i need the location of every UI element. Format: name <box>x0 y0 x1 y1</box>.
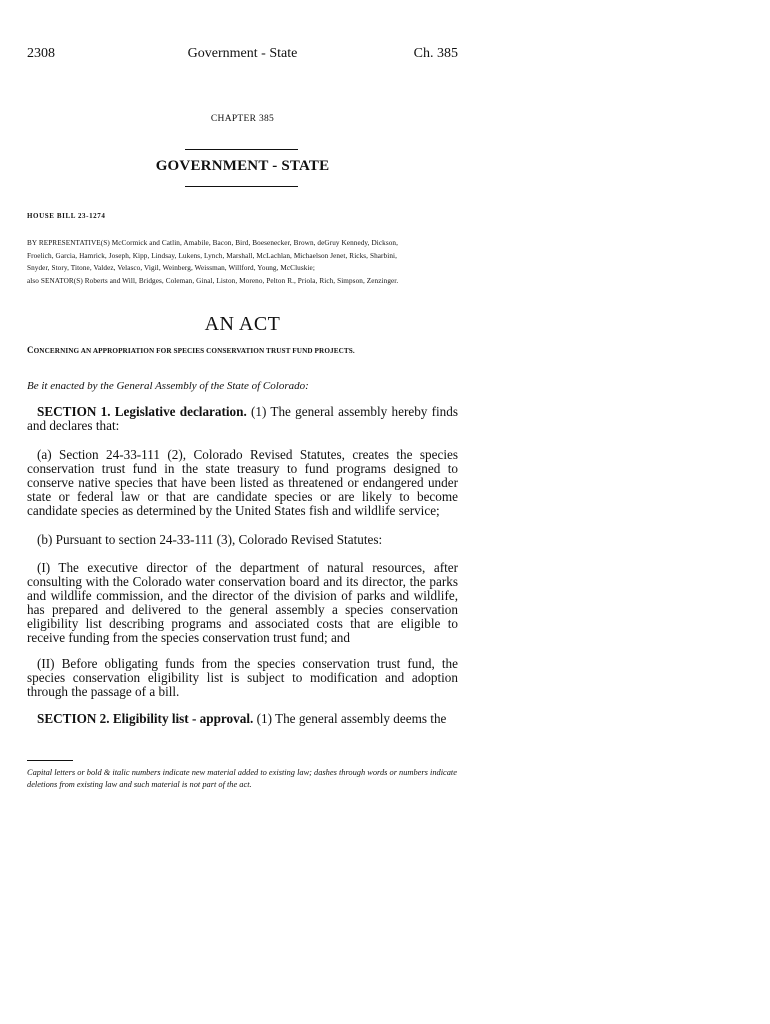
chapter-reference: Ch. 385 <box>413 46 458 61</box>
sponsor-line: Froelich, Garcia, Hamrick, Joseph, Kipp, Lindsay, Lukens, Lynch, Marshall, McLachlan, Michaelson Jenet, Ricks, Sharbini, <box>27 251 398 260</box>
running-header <box>27 46 458 64</box>
running-title: Government - State <box>187 46 298 61</box>
page-number: 2308 <box>27 46 55 61</box>
paragraph-b: (b) Pursuant to section 24-33-111 (3), Colorado Revised Statutes: <box>37 532 383 547</box>
act-heading: AN ACT <box>204 313 281 335</box>
act-subject-text: ONCERNING AN APPROPRIATION FOR SPECIES CONSERVATION TRUST FUND PROJECTS. <box>33 347 355 355</box>
sponsor-list <box>27 237 458 287</box>
bill-number: HOUSE BILL 23-1274 <box>27 212 106 220</box>
subparagraph-II: (II) Before obligating funds from the species conservation trust fund, the species conservation eligibility list is subject to modification and adoption through the passage of a bill. <box>27 656 458 699</box>
footnote-rule <box>27 760 73 761</box>
footnote: Capital letters or bold & italic numbers indicate new material added to existing law; dashes through words or numbers indicate deletions from existing law and such material is not part of the act. <box>27 768 457 789</box>
section-1-text: (1) The general assembly hereby finds and declares that: <box>27 404 458 433</box>
section-2-paragraph <box>27 712 458 726</box>
sponsor-line: Snyder, Story, Titone, Valdez, Velasco, Vigil, Weinberg, Weissman, Willford, Young, McCluskie; <box>27 264 315 273</box>
act-subject <box>27 345 355 355</box>
paragraph-a: (a) Section 24-33-111 (2), Colorado Revised Statutes, creates the species conservation trust fund in the state treasury to fund programs designed to conserve native species that have been listed as threatened or endangered under state or federal law or that are candidate species or are likely to become candidate species as determined by the United States fish and wildlife service; <box>27 447 458 518</box>
sponsor-line: also SENATOR(S) Roberts and Will, Bridges, Coleman, Ginal, Liston, Moreno, Pelton R., Priola, Rich, Simpson, Zenzinger. <box>27 276 399 285</box>
act-subject-initial: C <box>27 345 34 355</box>
sponsor-line: BY REPRESENTATIVE(S) McCormick and Catlin, Amabile, Bacon, Bird, Boesenecker, Brown, deGruy Kennedy, Dickson, <box>27 239 399 247</box>
subparagraph-I: (I) The executive director of the department of natural resources, after consulting with the Colorado water conservation board and its director, the parks and wildlife commission, and the director of the division of parks and wildlife, has prepared and delivered to the general assembly a species conservation eligibility list describing programs and associated costs that are eligible to receive funding from the species conservation trust fund; and <box>27 560 458 645</box>
section-2-heading: SECTION 2. Eligibility list - approval. <box>37 711 254 726</box>
section-1-heading: SECTION 1. Legislative declaration. <box>37 404 247 419</box>
chapter-label: CHAPTER 385 <box>210 114 275 124</box>
enacting-clause: Be it enacted by the General Assembly of the State of Colorado: <box>27 380 309 392</box>
section-1-paragraph <box>27 405 458 433</box>
title-rule-top <box>185 149 298 150</box>
section-2-text: (1) The general assembly deems the <box>253 711 447 726</box>
title-rule-bottom <box>185 186 298 187</box>
chapter-title: GOVERNMENT - STATE <box>155 158 330 174</box>
